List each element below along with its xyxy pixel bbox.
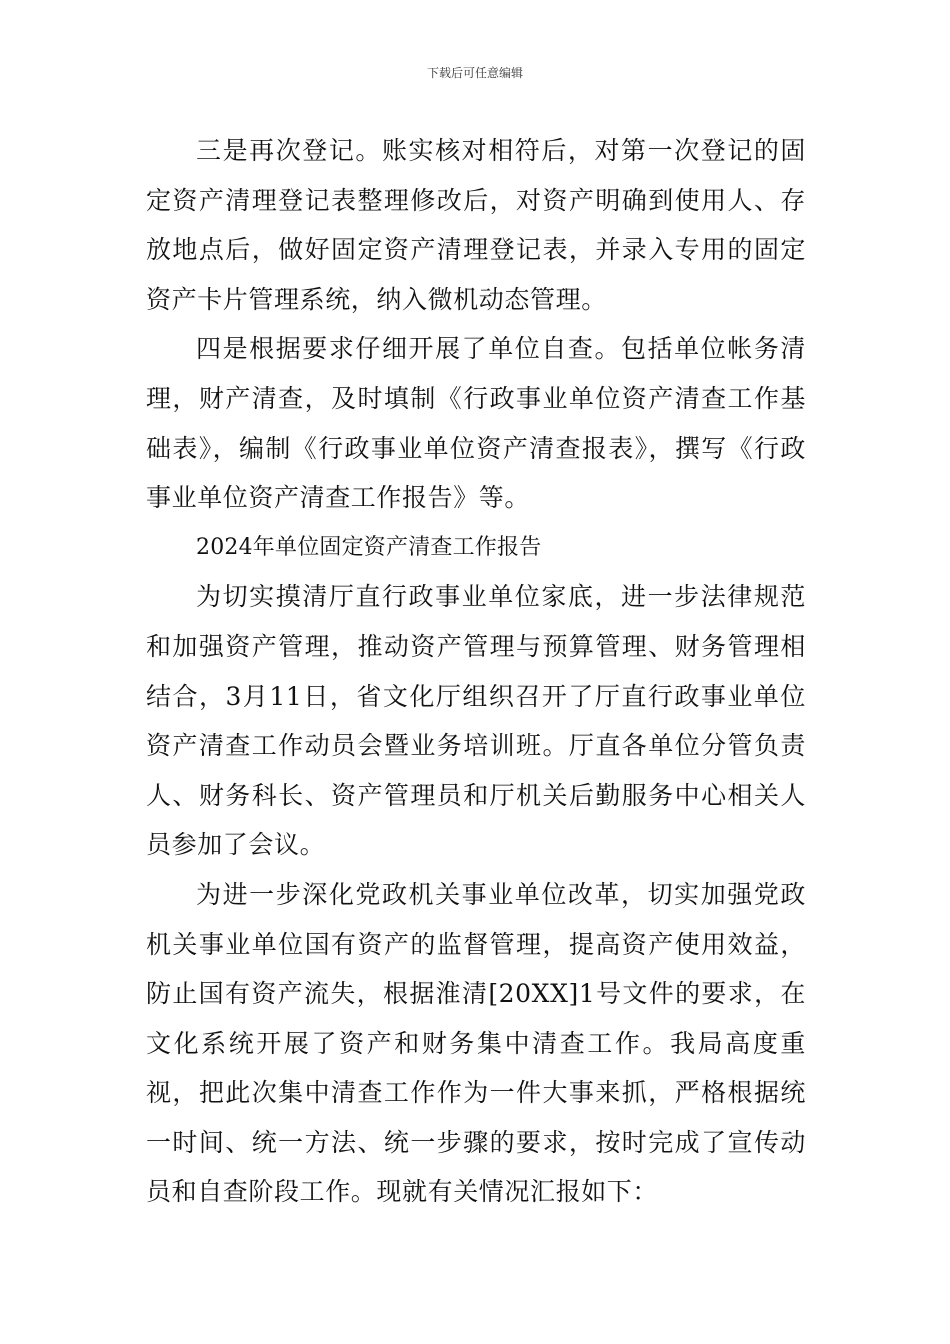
paragraph-reform-background: 为进一步深化党政机关事业单位改革，切实加强党政机关事业单位国有资产的监督管理，提高资产使用效益，防止国有资产流失，根据淮清[20XX]1号文件的要求，在文化系统开展了资产和财务集中清查工作。我局高度重视，把此次集中清查工作作为一件大事来抓，严格根据统一时间、统一方法、统一步骤的要求，按时完成了宣传动员和自查阶段工作。现就有关情况汇报如下： (146, 879, 806, 1207)
paragraph-self-inspection: 四是根据要求仔细开展了单位自查。包括单位帐务清理，财产清查，及时填制《行政事业单位资产清查工作基础表》，编制《行政事业单位资产清查报表》，撰写《行政事业单位资产清查工作报告》等。 (146, 334, 806, 513)
page-header-note: 下载后可任意编辑 (426, 66, 523, 80)
report-title: 2024年单位固定资产清查工作报告 (196, 534, 542, 560)
document-body (146, 126, 806, 1217)
paragraph-re-registration: 三是再次登记。账实核对相符后，对第一次登记的固定资产清理登记表整理修改后，对资产明确到使用人、存放地点后，做好固定资产清理登记表，并录入专用的固定资产卡片管理系统，纳入微机动态管理。 (146, 136, 806, 314)
paragraph-mobilization-meeting: 为切实摸清厅直行政事业单位家底，进一步法律规范和加强资产管理，推动资产管理与预算管理、财务管理相结合，3月11日，省文化厅组织召开了厅直行政事业单位资产清查工作动员会暨业务培训班。厅直各单位分管负责人、财务科长、资产管理员和厅机关后勤服务中心相关人员参加了会议。 (146, 582, 806, 860)
